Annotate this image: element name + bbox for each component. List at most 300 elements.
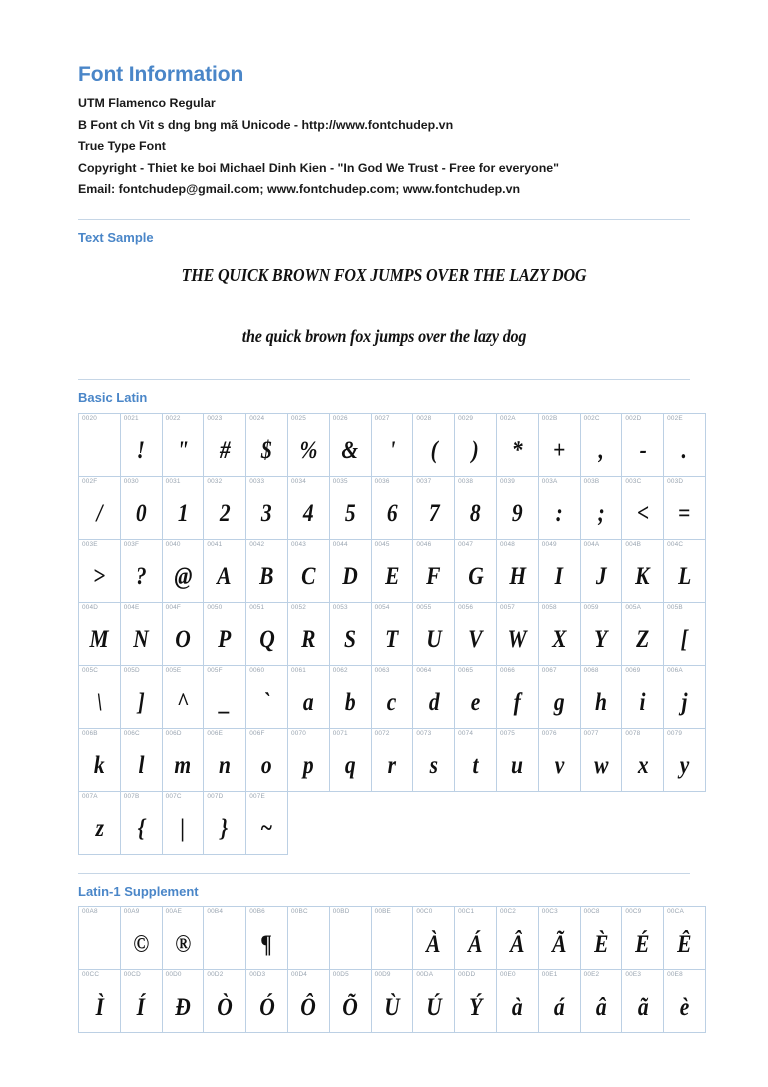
- glyph-character: l: [138, 752, 145, 780]
- glyph-cell[interactable]: [371, 970, 413, 1033]
- glyph-character: O: [175, 626, 191, 654]
- codepoint-label: 0020: [82, 414, 98, 422]
- glyph-cell[interactable]: [538, 907, 580, 970]
- codepoint-label: 0039: [499, 477, 515, 485]
- glyph-character: *: [511, 437, 523, 465]
- glyph-cell-inner: [622, 477, 663, 539]
- codepoint-label: 005E: [165, 666, 182, 674]
- glyph-character: r: [387, 752, 397, 780]
- glyph-character: K: [635, 563, 650, 591]
- glyph-cell[interactable]: [329, 539, 371, 602]
- glyph-character: @: [174, 563, 192, 591]
- glyph-cell-inner: [204, 907, 245, 969]
- glyph-cell[interactable]: [580, 539, 622, 602]
- codepoint-label: 002D: [625, 414, 642, 422]
- glyph-character: Í: [137, 993, 146, 1021]
- glyph-cell[interactable]: [246, 665, 288, 728]
- glyph-character: [79, 428, 120, 474]
- glyph-cell-inner: [163, 729, 204, 791]
- glyph-character: x: [637, 752, 649, 780]
- glyph-cell[interactable]: [246, 602, 288, 665]
- glyph-cell[interactable]: [329, 907, 371, 970]
- glyph-cell[interactable]: [538, 602, 580, 665]
- glyph-character: U: [425, 626, 442, 654]
- glyph-cell[interactable]: [329, 665, 371, 728]
- codepoint-label: 0037: [416, 477, 432, 485]
- glyph-cell-inner: [121, 907, 162, 969]
- glyph-cell-inner: [204, 666, 245, 728]
- glyph-cell[interactable]: [287, 970, 329, 1033]
- glyph-cell[interactable]: [287, 602, 329, 665]
- glyph-grid-row: [79, 539, 706, 602]
- glyph-cell[interactable]: [455, 665, 497, 728]
- glyph-cell-inner: [163, 792, 204, 854]
- glyph-cell[interactable]: [580, 665, 622, 728]
- glyph-cell[interactable]: [371, 476, 413, 539]
- glyph-character: N: [133, 626, 149, 654]
- glyph-cell[interactable]: [413, 665, 455, 728]
- glyph-cell[interactable]: [622, 728, 664, 791]
- codepoint-label: 0027: [374, 414, 390, 422]
- glyph-cell-inner: [121, 414, 162, 476]
- glyph-cell[interactable]: [120, 791, 162, 854]
- glyph-character: b: [344, 689, 356, 717]
- glyph-cell[interactable]: [371, 665, 413, 728]
- glyph-cell-inner: [581, 540, 622, 602]
- glyph-cell[interactable]: [120, 728, 162, 791]
- glyph-character: [: [680, 626, 689, 654]
- glyph-cell[interactable]: [204, 665, 246, 728]
- glyph-character: ã: [637, 993, 649, 1021]
- glyph-character: {: [137, 815, 145, 843]
- codepoint-label: 0031: [165, 477, 181, 485]
- glyph-cell[interactable]: [413, 413, 455, 476]
- glyph-character: ;: [597, 500, 605, 528]
- codepoint-label: 0064: [416, 666, 432, 674]
- glyph-cell-inner: [664, 907, 705, 969]
- glyph-cell[interactable]: [371, 413, 413, 476]
- glyph-cell[interactable]: [371, 602, 413, 665]
- glyph-cell-inner: [413, 729, 454, 791]
- glyph-cell[interactable]: [79, 602, 121, 665]
- glyph-cell[interactable]: [120, 665, 162, 728]
- basic-latin-section: [78, 379, 690, 855]
- glyph-cell[interactable]: [496, 970, 538, 1033]
- glyph-cell[interactable]: [79, 970, 121, 1033]
- codepoint-label: 0061: [290, 666, 307, 674]
- glyph-cell[interactable]: [622, 539, 664, 602]
- codepoint-label: 0051: [249, 603, 265, 611]
- glyph-cell[interactable]: [455, 728, 497, 791]
- glyph-cell[interactable]: [79, 476, 121, 539]
- glyph-cell[interactable]: [580, 476, 622, 539]
- glyph-cell-inner: [372, 603, 413, 665]
- glyph-character: \: [96, 689, 103, 717]
- glyph-cell[interactable]: [204, 970, 246, 1033]
- glyph-cell-inner: [622, 907, 663, 969]
- glyph-cell[interactable]: [622, 970, 664, 1033]
- glyph-cell-inner: [163, 666, 204, 728]
- glyph-cell[interactable]: [162, 476, 204, 539]
- glyph-cell[interactable]: [162, 728, 204, 791]
- codepoint-label: 004F: [165, 603, 181, 611]
- glyph-cell[interactable]: [496, 476, 538, 539]
- glyph-cell-inner: [622, 729, 663, 791]
- glyph-cell[interactable]: [664, 907, 706, 970]
- codepoint-label: 006C: [123, 729, 140, 737]
- glyph-cell[interactable]: [246, 476, 288, 539]
- codepoint-label: 004A: [583, 540, 600, 548]
- glyph-character: Ô: [300, 993, 317, 1021]
- glyph-cell[interactable]: [120, 602, 162, 665]
- glyph-character: 3: [261, 500, 272, 528]
- glyph-cell[interactable]: [329, 728, 371, 791]
- codepoint-label: 00D0: [165, 971, 182, 979]
- glyph-cell[interactable]: [538, 665, 580, 728]
- glyph-cell[interactable]: [622, 413, 664, 476]
- glyph-cell-inner: [539, 666, 580, 728]
- glyph-cell[interactable]: [622, 476, 664, 539]
- glyph-cell[interactable]: [664, 665, 706, 728]
- glyph-cell[interactable]: [204, 476, 246, 539]
- glyph-cell[interactable]: [455, 602, 497, 665]
- glyph-character: Ú: [425, 993, 442, 1021]
- glyph-cell[interactable]: [664, 728, 706, 791]
- codepoint-label: 006B: [82, 729, 98, 737]
- glyph-cell-blank: [664, 791, 706, 854]
- glyph-cell[interactable]: [455, 907, 497, 970]
- glyph-cell[interactable]: [204, 413, 246, 476]
- codepoint-label: 00D5: [332, 971, 349, 979]
- glyph-cell-blank: [287, 791, 329, 854]
- glyph-character: â: [595, 993, 607, 1021]
- glyph-grid-body: [79, 907, 706, 1033]
- glyph-character: h: [594, 689, 607, 717]
- glyph-character: T: [385, 626, 399, 654]
- glyph-cell[interactable]: [455, 413, 497, 476]
- glyph-cell-inner: [288, 729, 329, 791]
- glyph-character: <: [636, 500, 649, 528]
- glyph-character: M: [89, 626, 109, 654]
- glyph-cell[interactable]: [413, 970, 455, 1033]
- glyph-cell[interactable]: [413, 728, 455, 791]
- glyph-cell[interactable]: [162, 791, 204, 854]
- glyph-cell-inner: [539, 907, 580, 969]
- codepoint-label: 0056: [458, 603, 474, 611]
- glyph-cell[interactable]: [371, 539, 413, 602]
- glyph-cell[interactable]: [538, 476, 580, 539]
- glyph-cell[interactable]: [413, 602, 455, 665]
- glyph-cell[interactable]: [329, 970, 371, 1033]
- glyph-cell[interactable]: [455, 970, 497, 1033]
- glyph-character: I: [554, 563, 564, 591]
- glyph-cell-inner: [581, 603, 622, 665]
- glyph-cell-inner: [246, 477, 287, 539]
- glyph-cell[interactable]: [496, 907, 538, 970]
- glyph-cell[interactable]: [246, 413, 288, 476]
- glyph-character: 5: [344, 500, 356, 528]
- glyph-cell[interactable]: [664, 476, 706, 539]
- glyph-cell[interactable]: [79, 791, 121, 854]
- glyph-cell[interactable]: [120, 476, 162, 539]
- glyph-cell[interactable]: [580, 413, 622, 476]
- glyph-character: 8: [470, 500, 481, 528]
- glyph-cell[interactable]: [162, 907, 204, 970]
- codepoint-label: 0026: [332, 414, 348, 422]
- glyph-cell[interactable]: [79, 413, 121, 476]
- glyph-cell[interactable]: [162, 602, 204, 665]
- codepoint-label: 002B: [541, 414, 558, 422]
- glyph-character: B: [259, 563, 274, 591]
- glyph-grid-row: [79, 413, 706, 476]
- glyph-cell-inner: [372, 907, 413, 969]
- glyph-cell-blank: [538, 791, 580, 854]
- glyph-cell[interactable]: [580, 602, 622, 665]
- glyph-cell-inner: [413, 907, 454, 969]
- glyph-grid-row: [79, 476, 706, 539]
- codepoint-label: 00E2: [583, 971, 600, 979]
- glyph-character: z: [95, 815, 104, 843]
- glyph-cell-inner: [581, 666, 622, 728]
- glyph-cell[interactable]: [204, 728, 246, 791]
- glyph-cell[interactable]: [538, 413, 580, 476]
- glyph-character: R: [301, 626, 316, 654]
- glyph-character: Â: [510, 930, 525, 958]
- glyph-character: Y: [594, 626, 608, 654]
- glyph-cell[interactable]: [79, 539, 121, 602]
- glyph-cell[interactable]: [246, 791, 288, 854]
- codepoint-label: 0055: [416, 603, 432, 611]
- glyph-cell[interactable]: [79, 728, 121, 791]
- codepoint-label: 0077: [583, 729, 599, 737]
- codepoint-label: 00C9: [625, 908, 642, 916]
- glyph-character: 4: [303, 500, 314, 528]
- glyph-cell-inner: [372, 540, 413, 602]
- glyph-character: Q: [258, 626, 275, 654]
- glyph-cell-inner: [539, 603, 580, 665]
- glyph-cell[interactable]: [622, 907, 664, 970]
- glyph-character: +: [553, 437, 566, 465]
- codepoint-label: 00A8: [82, 908, 98, 916]
- glyph-grid-row: [79, 665, 706, 728]
- glyph-character: À: [426, 930, 441, 958]
- glyph-cell-inner: [581, 414, 622, 476]
- glyph-cell-inner: [204, 603, 245, 665]
- glyph-character: É: [635, 930, 650, 958]
- glyph-cell-inner: [497, 414, 538, 476]
- glyph-grid-body: [79, 413, 706, 854]
- glyph-cell[interactable]: [580, 728, 622, 791]
- section-divider: [78, 873, 690, 874]
- glyph-cell[interactable]: [329, 413, 371, 476]
- glyph-cell[interactable]: [413, 907, 455, 970]
- glyph-character: [372, 921, 413, 967]
- glyph-cell[interactable]: [246, 539, 288, 602]
- glyph-cell[interactable]: [496, 665, 538, 728]
- glyph-cell[interactable]: [79, 665, 121, 728]
- glyph-cell[interactable]: [496, 539, 538, 602]
- glyph-cell-inner: [664, 414, 705, 476]
- glyph-character: |: [180, 815, 186, 843]
- font-metadata-line: Copyright - Thiet ke boi Michael Dinh Kien - "In God We Trust - Free for everyone": [78, 160, 560, 175]
- codepoint-label: 0030: [123, 477, 139, 485]
- glyph-cell-inner: [246, 970, 287, 1032]
- glyph-character: D: [342, 563, 358, 591]
- codepoint-label: 00C2: [499, 908, 517, 916]
- glyph-cell-inner: [539, 540, 580, 602]
- glyph-cell[interactable]: [496, 413, 538, 476]
- glyph-cell[interactable]: [413, 476, 455, 539]
- codepoint-label: 0049: [541, 540, 557, 548]
- glyph-cell[interactable]: [664, 539, 706, 602]
- glyph-cell-inner: [121, 666, 162, 728]
- glyph-character: c: [387, 689, 397, 717]
- glyph-cell[interactable]: [120, 970, 162, 1033]
- glyph-cell[interactable]: [622, 665, 664, 728]
- glyph-cell[interactable]: [204, 602, 246, 665]
- glyph-character: Z: [636, 626, 650, 654]
- glyph-cell-blank: [580, 791, 622, 854]
- codepoint-label: 0070: [290, 729, 307, 737]
- codepoint-label: 00AE: [165, 908, 183, 916]
- glyph-character: y: [679, 752, 690, 780]
- glyph-cell[interactable]: [664, 413, 706, 476]
- codepoint-label: 0076: [541, 729, 557, 737]
- glyph-character: k: [94, 752, 105, 780]
- section-divider: [78, 379, 690, 380]
- glyph-cell-inner: [372, 414, 413, 476]
- glyph-cell[interactable]: [120, 413, 162, 476]
- glyph-cell[interactable]: [287, 413, 329, 476]
- glyph-cell-inner: [330, 414, 371, 476]
- glyph-cell-inner: [581, 729, 622, 791]
- codepoint-label: 0036: [374, 477, 390, 485]
- glyph-cell[interactable]: [413, 539, 455, 602]
- glyph-cell-inner: [539, 729, 580, 791]
- glyph-cell-inner: [497, 907, 538, 969]
- codepoint-label: 0048: [499, 540, 515, 548]
- glyph-cell-inner: [204, 792, 245, 854]
- glyph-cell[interactable]: [162, 665, 204, 728]
- glyph-character: o: [261, 752, 272, 780]
- glyph-cell[interactable]: [538, 539, 580, 602]
- glyph-cell[interactable]: [287, 728, 329, 791]
- section-heading-latin1-supplement: Latin-1 Supplement: [78, 883, 199, 899]
- glyph-cell[interactable]: [162, 539, 204, 602]
- glyph-cell[interactable]: [204, 791, 246, 854]
- glyph-cell[interactable]: [287, 539, 329, 602]
- glyph-cell[interactable]: [204, 539, 246, 602]
- glyph-character: !: [137, 437, 146, 465]
- codepoint-label: 003C: [625, 477, 642, 485]
- glyph-cell[interactable]: [79, 907, 121, 970]
- glyph-cell[interactable]: [455, 539, 497, 602]
- glyph-cell-inner: [330, 540, 371, 602]
- glyph-cell-inner: [622, 540, 663, 602]
- glyph-cell[interactable]: [622, 602, 664, 665]
- glyph-cell-inner: [163, 540, 204, 602]
- codepoint-label: 0047: [458, 540, 474, 548]
- glyph-cell-inner: [204, 477, 245, 539]
- codepoint-label: 0079: [667, 729, 683, 737]
- glyph-character: ©: [133, 930, 150, 958]
- glyph-cell-inner: [330, 970, 371, 1032]
- glyph-character: f: [513, 689, 521, 717]
- glyph-cell-inner: [246, 729, 287, 791]
- glyph-cell[interactable]: [580, 907, 622, 970]
- glyph-cell-inner: [121, 603, 162, 665]
- glyph-grid-row: [79, 791, 706, 854]
- glyph-cell-inner: [79, 907, 120, 969]
- glyph-cell-inner: [79, 603, 120, 665]
- codepoint-label: 00BE: [374, 908, 392, 916]
- codepoint-label: 005A: [625, 603, 642, 611]
- glyph-cell[interactable]: [538, 728, 580, 791]
- glyph-cell[interactable]: [329, 602, 371, 665]
- glyph-character: L: [677, 563, 692, 591]
- glyph-cell[interactable]: [496, 602, 538, 665]
- codepoint-label: 00E3: [625, 971, 642, 979]
- glyph-cell[interactable]: [664, 602, 706, 665]
- glyph-character: G: [467, 563, 484, 591]
- glyph-cell[interactable]: [162, 970, 204, 1033]
- glyph-character: .: [681, 437, 688, 465]
- glyph-cell[interactable]: [120, 907, 162, 970]
- glyph-cell[interactable]: [120, 539, 162, 602]
- codepoint-label: 0045: [374, 540, 390, 548]
- glyph-cell-inner: [581, 970, 622, 1032]
- codepoint-label: 0044: [332, 540, 348, 548]
- glyph-cell[interactable]: [455, 476, 497, 539]
- glyph-cell[interactable]: [580, 970, 622, 1033]
- glyph-character: $: [261, 437, 272, 465]
- glyph-cell-inner: [288, 414, 329, 476]
- codepoint-label: 007E: [249, 792, 265, 800]
- glyph-cell[interactable]: [287, 476, 329, 539]
- glyph-character: :: [555, 500, 563, 528]
- glyph-cell[interactable]: [246, 728, 288, 791]
- glyph-cell[interactable]: [162, 413, 204, 476]
- glyph-cell[interactable]: [496, 728, 538, 791]
- glyph-character: Á: [468, 930, 483, 958]
- pangram-uppercase: THE QUICK BROWN FOX JUMPS OVER THE LAZY DOG: [181, 264, 587, 285]
- glyph-cell[interactable]: [287, 665, 329, 728]
- glyph-cell[interactable]: [371, 907, 413, 970]
- codepoint-label: 006E: [207, 729, 224, 737]
- glyph-cell[interactable]: [204, 907, 246, 970]
- glyph-cell[interactable]: [287, 907, 329, 970]
- glyph-cell-inner: [288, 540, 329, 602]
- glyph-cell[interactable]: [664, 970, 706, 1033]
- glyph-cell[interactable]: [246, 970, 288, 1033]
- codepoint-label: 0062: [332, 666, 348, 674]
- glyph-cell-inner: [163, 970, 204, 1032]
- codepoint-label: 0033: [249, 477, 265, 485]
- glyph-cell[interactable]: [246, 907, 288, 970]
- glyph-cell-inner: [455, 540, 496, 602]
- glyph-cell[interactable]: [538, 970, 580, 1033]
- font-metadata-line: UTM Flamenco Regular: [78, 96, 216, 111]
- glyph-character: d: [428, 689, 440, 717]
- glyph-cell-inner: [372, 666, 413, 728]
- font-metadata-line: Email: fontchudep@gmail.com; www.fontchudep.com; www.fontchudep.vn: [78, 182, 521, 197]
- glyph-cell[interactable]: [329, 476, 371, 539]
- codepoint-label: 00DA: [416, 971, 434, 979]
- codepoint-label: 005F: [207, 666, 223, 674]
- glyph-cell-inner: [455, 907, 496, 969]
- glyph-cell-inner: [622, 970, 663, 1032]
- glyph-cell[interactable]: [371, 728, 413, 791]
